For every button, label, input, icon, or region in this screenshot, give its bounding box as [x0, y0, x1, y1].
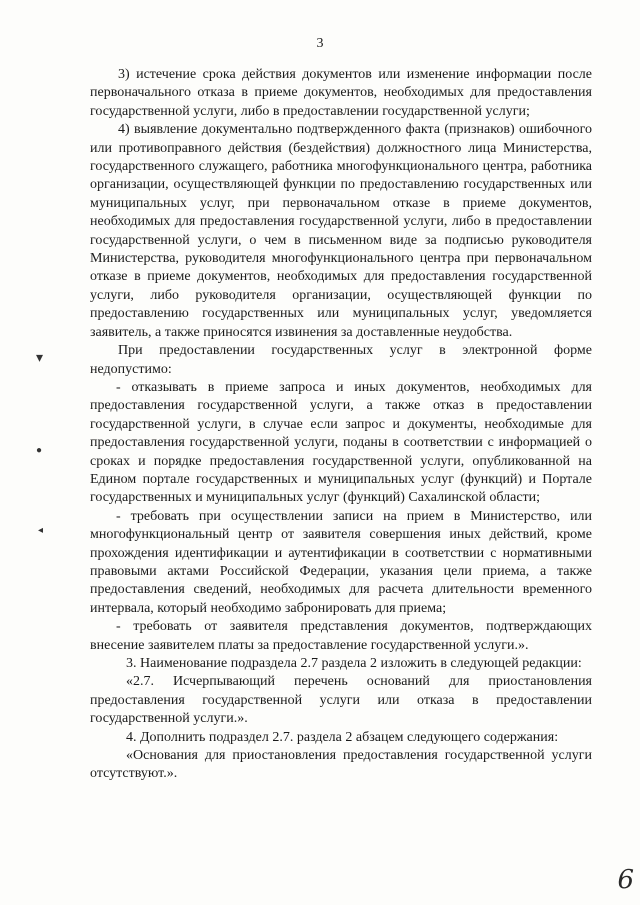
document-body	[90, 66, 592, 784]
paragraph-dash-3: - требовать от заявителя представления документов, подтверждающих внесение заявителем платы за предоставление государственной услуги.».	[90, 619, 592, 653]
paragraph-section-3: 3. Наименование подраздела 2.7 раздела 2 изложить в следующей редакции:	[126, 656, 582, 671]
paragraph-quote-grounds: «Основания для приостановления предоставления государственной услуги отсутствуют.».	[90, 748, 592, 782]
paragraph-dash-2: - требовать при осуществлении записи на прием в Министерство, или многофункциональный центр от заявителя совершения иных действий, кроме прохождения идентификации и аутентификации в соответствии с нормативными правовыми актами Российской Федерации, указания цели приема, а также предоставления сведений, необходимых для расчета длительности временного интервала, который необходимо забронировать для приема;	[90, 508, 592, 616]
paragraph-item-4: 4) выявление документально подтвержденного факта (признаков) ошибочного или противоправного действия (бездействия) должностного лица Министерства, государственного служащего, работника многофункционального центра, работника организации, осуществляющей функции по предоставлению государственных или муниципальных услуг, при первоначальном отказе в приеме документов, необходимых для предоставления государственной услуги, либо в предоставлении государственной услуги, о чем в письменном виде за подписью руководителя Министерства, руководителя многофункционального центра при первоначальном отказе в приеме документов, необходимых для предоставления государственной услуги, либо руководителя организации, осуществляющей функции по предоставлению государственных или муниципальных услуг, уведомляется заявитель, а также приносятся извинения за доставленные неудобства.	[90, 122, 592, 340]
scan-speck: ◂	[38, 525, 44, 536]
paragraph-electronic-form: При предоставлении государственных услуг в электронной форме недопустимо:	[90, 343, 592, 377]
page-number: 3	[316, 36, 324, 51]
handwritten-mark: 6	[617, 865, 634, 895]
scan-speck: ▾	[36, 351, 44, 366]
paragraph-item-3: 3) истечение срока действия документов или изменение информации после первоначального отказа в приеме документов, необходимых для предоставления государственной услуги, либо в предоставлении государственной услуги;	[90, 67, 592, 119]
paragraph-quote-2-7: «2.7. Исчерпывающий перечень оснований для приостановления предоставления государственной услуги или отказа в предоставлении государственной услуги.».	[90, 674, 592, 727]
paragraph-section-4: 4. Дополнить подраздел 2.7. раздела 2 абзацем следующего содержания:	[126, 729, 559, 745]
scan-speck: ●	[36, 445, 43, 456]
paragraph-dash-1: - отказывать в приеме запроса и иных документов, необходимых для предоставления государственной услуги, а также отказ в предоставлении государственной услуги, в случае если запрос и документы, необходимые для предоставления государственной услуги, поданы в соответствии с информацией о сроках и порядке предоставления государственной услуги, опубликованной на Едином портале государственных и муниципальных услуг (функций) и Портале государственных и муниципальных услуг (функций) Сахалинской области;	[90, 379, 592, 506]
